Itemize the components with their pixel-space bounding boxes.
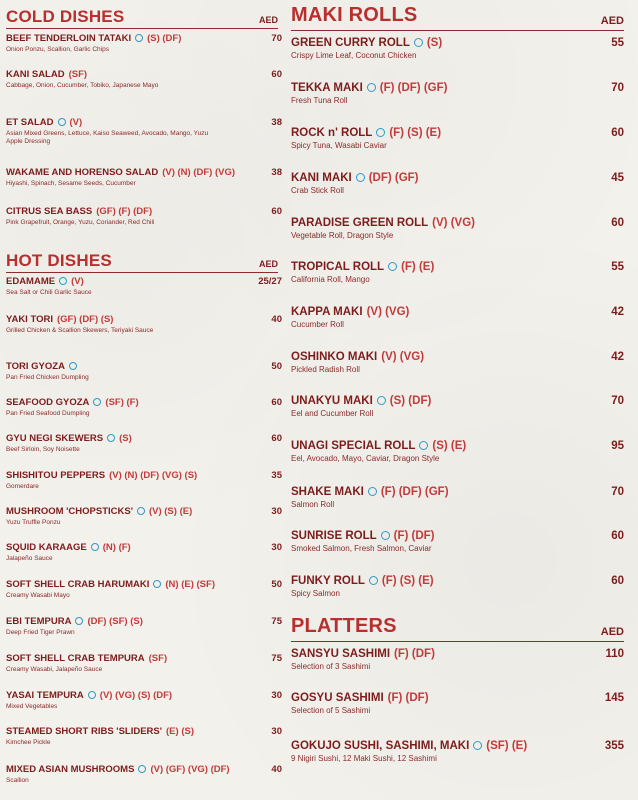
sustainable-circle-icon — [75, 617, 83, 625]
menu-item — [291, 486, 624, 510]
menu-item-name-line — [291, 740, 624, 752]
menu-item-name: KANI MAKI — [291, 172, 352, 184]
menu-item-description: Crispy Lime Leaf, Coconut Chicken — [291, 51, 417, 60]
menu-item-price: 145 — [604, 692, 624, 704]
menu-item-price: 30 — [271, 506, 282, 517]
menu-item — [291, 530, 624, 554]
menu-item-allergen-tags: (V) (N) (DF) (VG) (S) — [109, 470, 198, 481]
sustainable-circle-icon — [91, 543, 99, 551]
menu-item — [6, 276, 282, 297]
menu-item-name: YAKI TORI — [6, 314, 53, 325]
menu-item-name: UNAGI SPECIAL ROLL — [291, 440, 416, 452]
menu-item-allergen-tags: (SF) (F) — [105, 397, 139, 408]
menu-item-allergen-tags: (E) (S) — [166, 726, 194, 737]
menu-item-name: EDAMAME — [6, 276, 56, 287]
menu-item-price: 60 — [271, 397, 282, 408]
menu-item-description: Eel and Cucumber Roll — [291, 409, 374, 418]
menu-item-name: BEEF TENDERLOIN TATAKI — [6, 33, 132, 44]
sustainable-circle-icon — [377, 396, 386, 405]
menu-item-description: Vegetable Roll, Dragon Style — [291, 231, 394, 240]
menu-item-name-line — [291, 261, 624, 273]
menu-item-name: GOKUJO SUSHI, SASHIMI, MAKI — [291, 740, 470, 752]
menu-item-price: 60 — [611, 530, 624, 542]
menu-item-name-line — [6, 33, 282, 44]
menu-item-description: Beef Sirloin, Soy Noisette — [6, 446, 80, 453]
menu-item-name-line — [6, 206, 282, 217]
menu-item-price: 55 — [611, 261, 624, 273]
menu-item-allergen-tags: (GF) (DF) (S) — [57, 314, 114, 325]
menu-item-description: Grilled Chicken & Scallion Skewers, Teriyaki Sauce — [6, 327, 154, 334]
menu-item-price: 38 — [271, 167, 282, 178]
menu-item-name-line — [6, 69, 282, 80]
menu-item-price: 30 — [271, 690, 282, 701]
menu-item-name: SQUID KARAAGE — [6, 542, 87, 553]
menu-item-allergen-tags: (F) (E) — [401, 261, 435, 273]
menu-item — [6, 206, 282, 227]
menu-item-name-line — [6, 764, 282, 775]
sustainable-circle-icon — [69, 362, 77, 370]
menu-item — [6, 167, 282, 188]
menu-item-allergen-tags: (S) — [119, 433, 132, 444]
menu-item-description: Mixed Vegetables — [6, 703, 58, 710]
menu-item-price: 110 — [605, 648, 624, 660]
menu-item-description: Spicy Salmon — [291, 589, 340, 598]
menu-item-price: 45 — [611, 172, 624, 184]
menu-item-name: SHISHITOU PEPPERS — [6, 470, 106, 481]
menu-item-price: 55 — [611, 37, 624, 49]
menu-item-description: Selection of 5 Sashimi — [291, 706, 371, 715]
menu-item-allergen-tags: (S) (DF) — [389, 395, 432, 407]
menu-item-name: TROPICAL ROLL — [291, 261, 385, 273]
menu-item-name: ET SALAD — [6, 117, 54, 128]
menu-item-price: 60 — [611, 217, 624, 229]
menu-item-name: EBI TEMPURA — [6, 616, 72, 627]
menu-item-name: SUNRISE ROLL — [291, 530, 377, 542]
menu-item-description: Hiyashi, Spinach, Sesame Seeds, Cucumber — [6, 180, 136, 187]
menu-item-price: 70 — [611, 82, 624, 94]
menu-item — [6, 361, 282, 382]
menu-item-name: SEAFOOD GYOZA — [6, 397, 90, 408]
menu-item-allergen-tags: (DF) (GF) — [368, 172, 419, 184]
menu-item-description: Creamy Wasabi, Jalapeño Sauce — [6, 666, 103, 673]
menu-item-allergen-tags: (SF) — [148, 653, 168, 664]
sustainable-circle-icon — [376, 128, 385, 137]
menu-item-description: 9 Nigiri Sushi, 12 Maki Sushi, 12 Sashimi — [291, 754, 437, 763]
menu-item-name-line — [6, 690, 282, 701]
menu-item-name: SOFT SHELL CRAB HARUMAKI — [6, 579, 150, 590]
hot-dishes-header — [6, 251, 278, 273]
menu-item-allergen-tags: (V) (GF) (VG) (DF) — [150, 764, 230, 775]
menu-item-name-line — [291, 440, 624, 452]
menu-item-name: STEAMED SHORT RIBS 'SLIDERS' — [6, 726, 163, 737]
menu-item — [6, 470, 282, 491]
sustainable-circle-icon — [93, 398, 101, 406]
menu-item-price: 70 — [271, 33, 282, 44]
menu-item-name-line — [291, 486, 624, 498]
menu-item-description: Crab Stick Roll — [291, 186, 344, 195]
menu-item-description: Salmon Roll — [291, 500, 335, 509]
menu-item — [291, 395, 624, 419]
menu-item-allergen-tags: (F) (DF) — [393, 530, 435, 542]
menu-item-price: 60 — [271, 433, 282, 444]
maki-rolls-currency: AED — [600, 15, 624, 27]
menu-item — [6, 506, 282, 527]
menu-item-name-line — [6, 276, 282, 287]
menu-item-description: Creamy Wasabi Mayo — [6, 592, 70, 599]
menu-item — [291, 306, 624, 330]
menu-item-name-line — [6, 616, 282, 627]
menu-item-price: 60 — [271, 69, 282, 80]
sustainable-circle-icon — [419, 441, 428, 450]
sustainable-circle-icon — [135, 34, 143, 42]
menu-item-price: 355 — [604, 740, 624, 752]
menu-item — [6, 433, 282, 454]
menu-item-description: Cabbage, Onion, Cucumber, Tobiko, Japanese Mayo — [6, 82, 159, 89]
menu-item-price: 35 — [271, 470, 282, 481]
menu-item-allergen-tags: (V) (VG) — [366, 306, 410, 318]
menu-item-name: ROCK n' ROLL — [291, 127, 373, 139]
menu-item-description: Smoked Salmon, Fresh Salmon, Caviar — [291, 544, 432, 553]
menu-item-price: 60 — [611, 575, 624, 587]
menu-item — [6, 579, 282, 600]
menu-item — [291, 82, 624, 106]
sustainable-circle-icon — [473, 741, 482, 750]
menu-item-name-line — [291, 575, 624, 587]
menu-item-allergen-tags: (GF) (F) (DF) — [96, 206, 153, 217]
menu-item-allergen-tags: (V) (VG) — [381, 351, 425, 363]
menu-item — [291, 648, 624, 672]
menu-item-name: YASAI TEMPURA — [6, 690, 84, 701]
menu-item — [6, 653, 282, 674]
menu-item-description: Deep Fried Tiger Prawn — [6, 629, 75, 636]
menu-item — [291, 740, 624, 764]
sustainable-circle-icon — [388, 262, 397, 271]
menu-item-allergen-tags: (N) (F) — [102, 542, 131, 553]
menu-item-name: SANSYU SASHIMI — [291, 648, 391, 660]
menu-item-name: GYU NEGI SKEWERS — [6, 433, 104, 444]
menu-item-name: GOSYU SASHIMI — [291, 692, 384, 704]
maki-rolls-header — [291, 4, 624, 31]
menu-item-allergen-tags: (S) — [426, 37, 443, 49]
menu-item-allergen-tags: (V) — [69, 117, 83, 128]
menu-item-name: TORI GYOZA — [6, 361, 65, 372]
menu-item-allergen-tags: (F) (DF) — [394, 648, 435, 660]
platters-title: PLATTERS — [291, 615, 397, 637]
menu-item-name-line — [6, 117, 282, 128]
sustainable-circle-icon — [414, 38, 423, 47]
menu-item-name: GREEN CURRY ROLL — [291, 37, 410, 49]
menu-item-name-line — [6, 653, 282, 664]
menu-item-description: Yuzu Truffle Ponzu — [6, 519, 61, 526]
menu-item-name: FUNKY ROLL — [291, 575, 365, 587]
cold-dishes-currency: AED — [258, 15, 278, 25]
sustainable-circle-icon — [369, 576, 378, 585]
menu-item — [6, 117, 282, 146]
menu-item-description: Eel, Avocado, Mayo, Caviar, Dragon Style — [291, 454, 440, 463]
menu-item — [6, 314, 282, 335]
menu-item-description: Cucumber Roll — [291, 320, 344, 329]
menu-item-description: Pickled Radish Roll — [291, 365, 360, 374]
menu-item-price: 60 — [271, 206, 282, 217]
menu-item-name-line — [291, 82, 624, 94]
menu-item-name: SOFT SHELL CRAB TEMPURA — [6, 653, 145, 664]
menu-item-name: KANI SALAD — [6, 69, 65, 80]
menu-item-name-line — [291, 648, 624, 660]
menu-item-description: California Roll, Mango — [291, 275, 370, 284]
menu-item-name-line — [6, 470, 282, 481]
menu-item-name: SHAKE MAKI — [291, 486, 364, 498]
menu-item-price: 75 — [271, 616, 282, 627]
menu-item-name-line — [291, 351, 624, 363]
menu-item-name-line — [291, 37, 624, 49]
menu-item-description: Onion Ponzu, Scallion, Garlic Chips — [6, 46, 109, 53]
menu-item-description: Scallion — [6, 777, 29, 784]
menu-item — [291, 172, 624, 196]
menu-item — [291, 217, 624, 241]
menu-item-name-line — [6, 542, 282, 553]
menu-item-price: 30 — [271, 726, 282, 737]
menu-item-name: PARADISE GREEN ROLL — [291, 217, 429, 229]
menu-item-allergen-tags: (F) (S) (E) — [381, 575, 434, 587]
menu-item-allergen-tags: (SF) (E) — [486, 740, 528, 752]
menu-item-price: 50 — [271, 361, 282, 372]
menu-item-allergen-tags: (V) (N) (DF) (VG) — [162, 167, 236, 178]
menu-item-name-line — [6, 433, 282, 444]
menu-item-allergen-tags: (V) (S) (E) — [148, 506, 193, 517]
menu-item-description: Gomerdare — [6, 483, 39, 490]
maki-rolls-title: MAKI ROLLS — [291, 4, 418, 26]
menu-item-allergen-tags: (V) (VG) — [432, 217, 475, 229]
menu-item-name-line — [291, 395, 624, 407]
menu-item-price: 70 — [611, 395, 624, 407]
menu-item-allergen-tags: (F) (DF) (GF) — [380, 486, 449, 498]
menu-item — [291, 127, 624, 151]
sustainable-circle-icon — [367, 83, 376, 92]
menu-item — [291, 351, 624, 375]
menu-item — [291, 440, 624, 464]
menu-item-allergen-tags: (N) (E) (SF) — [165, 579, 215, 590]
cold-dishes-header — [6, 7, 278, 29]
menu-item-price: 50 — [271, 579, 282, 590]
platters-currency: AED — [600, 626, 624, 638]
menu-item-description: Pan Fried Seafood Dumpling — [6, 410, 90, 417]
hot-dishes-currency: AED — [258, 259, 278, 269]
menu-item-price: 38 — [271, 117, 282, 128]
menu-item-price: 70 — [611, 486, 624, 498]
menu-item — [6, 542, 282, 563]
menu-item-allergen-tags: (V) (VG) (S) (DF) — [99, 690, 173, 701]
menu-item-name-line — [291, 217, 624, 229]
menu-item — [6, 69, 282, 90]
menu-item-name-line — [291, 692, 624, 704]
menu-item-description: Pink Grapefruit, Orange, Yuzu, Coriander, Red Chili — [6, 219, 155, 226]
menu-item — [6, 397, 282, 418]
menu-item-name-line — [6, 726, 282, 737]
menu-item-name: WAKAME AND HORENSO SALAD — [6, 167, 159, 178]
menu-item-name-line — [291, 172, 624, 184]
sustainable-circle-icon — [381, 531, 390, 540]
menu-item-name-line — [6, 579, 282, 590]
menu-item — [291, 261, 624, 285]
menu-item-name: UNAKYU MAKI — [291, 395, 373, 407]
menu-item-description: Jalapeño Sauce — [6, 555, 53, 562]
sustainable-circle-icon — [88, 691, 96, 699]
menu-item-allergen-tags: (F) (S) (E) — [389, 127, 442, 139]
menu-item-name-line — [291, 530, 624, 542]
menu-item-price: 75 — [271, 653, 282, 664]
menu-item-allergen-tags: (F) (DF) (GF) — [379, 82, 448, 94]
menu-item-name: OSHINKO MAKI — [291, 351, 378, 363]
menu-item — [6, 690, 282, 711]
cold-dishes-title: COLD DISHES — [6, 7, 125, 26]
menu-item-name-line — [6, 167, 282, 178]
menu-item-name: CITRUS SEA BASS — [6, 206, 93, 217]
menu-item — [291, 575, 624, 599]
sustainable-circle-icon — [356, 173, 365, 182]
menu-item — [291, 692, 624, 716]
menu-item-price: 42 — [611, 306, 624, 318]
platters-header — [291, 615, 624, 642]
menu-item-name-line — [291, 127, 624, 139]
menu-item — [6, 726, 282, 747]
sustainable-circle-icon — [107, 434, 115, 442]
sustainable-circle-icon — [59, 277, 67, 285]
menu-item-description: Pan Fried Chicken Dumpling — [6, 374, 89, 381]
menu-item-allergen-tags: (V) — [71, 276, 84, 287]
menu-item-name: TEKKA MAKI — [291, 82, 363, 94]
menu-item-allergen-tags: (S) (DF) — [147, 33, 182, 44]
menu-item-name-line — [291, 306, 624, 318]
menu-item-price: 40 — [271, 314, 282, 325]
sustainable-circle-icon — [137, 507, 145, 515]
menu-item-description: Spicy Tuna, Wasabi Caviar — [291, 141, 387, 150]
sustainable-circle-icon — [153, 580, 161, 588]
menu-item-allergen-tags: (S) (E) — [432, 440, 467, 452]
hot-dishes-title: HOT DISHES — [6, 251, 112, 270]
menu-item-description: Sea Salt or Chili Garlic Sauce — [6, 289, 92, 296]
sustainable-circle-icon — [368, 487, 377, 496]
menu-item-name-line — [6, 314, 282, 325]
menu-item-price: 60 — [611, 127, 624, 139]
menu-item-name: MIXED ASIAN MUSHROOMS — [6, 764, 135, 775]
menu-item — [6, 616, 282, 637]
menu-item-price: 40 — [271, 764, 282, 775]
menu-item-price: 30 — [271, 542, 282, 553]
menu-item-name: KAPPA MAKI — [291, 306, 363, 318]
menu-item-price: 42 — [611, 351, 624, 363]
menu-item-price: 25/27 — [258, 276, 282, 287]
menu-item — [6, 33, 282, 54]
menu-item-description: Asian Mixed Greens, Lettuce, Kaiso Seaweed, Avocado, Mango, Yuzu Apple Dressing — [6, 130, 209, 146]
menu-item-allergen-tags: (F) (DF) — [387, 692, 429, 704]
menu-item-allergen-tags: (SF) — [68, 69, 88, 80]
menu-item — [6, 764, 282, 785]
menu-item-price: 95 — [611, 440, 624, 452]
menu-item-name-line — [6, 397, 282, 408]
sustainable-circle-icon — [58, 118, 66, 126]
menu-item-allergen-tags: (DF) (SF) (S) — [87, 616, 143, 627]
menu-item-description: Fresh Tuna Roll — [291, 96, 348, 105]
menu-item-name: MUSHROOM 'CHOPSTICKS' — [6, 506, 133, 517]
sustainable-circle-icon — [138, 765, 146, 773]
menu-item-name-line — [6, 361, 282, 372]
menu-item — [291, 37, 624, 61]
menu-item-description: Selection of 3 Sashimi — [291, 662, 371, 671]
menu-item-name-line — [6, 506, 282, 517]
menu-item-description: Kimchee Pickle — [6, 739, 51, 746]
